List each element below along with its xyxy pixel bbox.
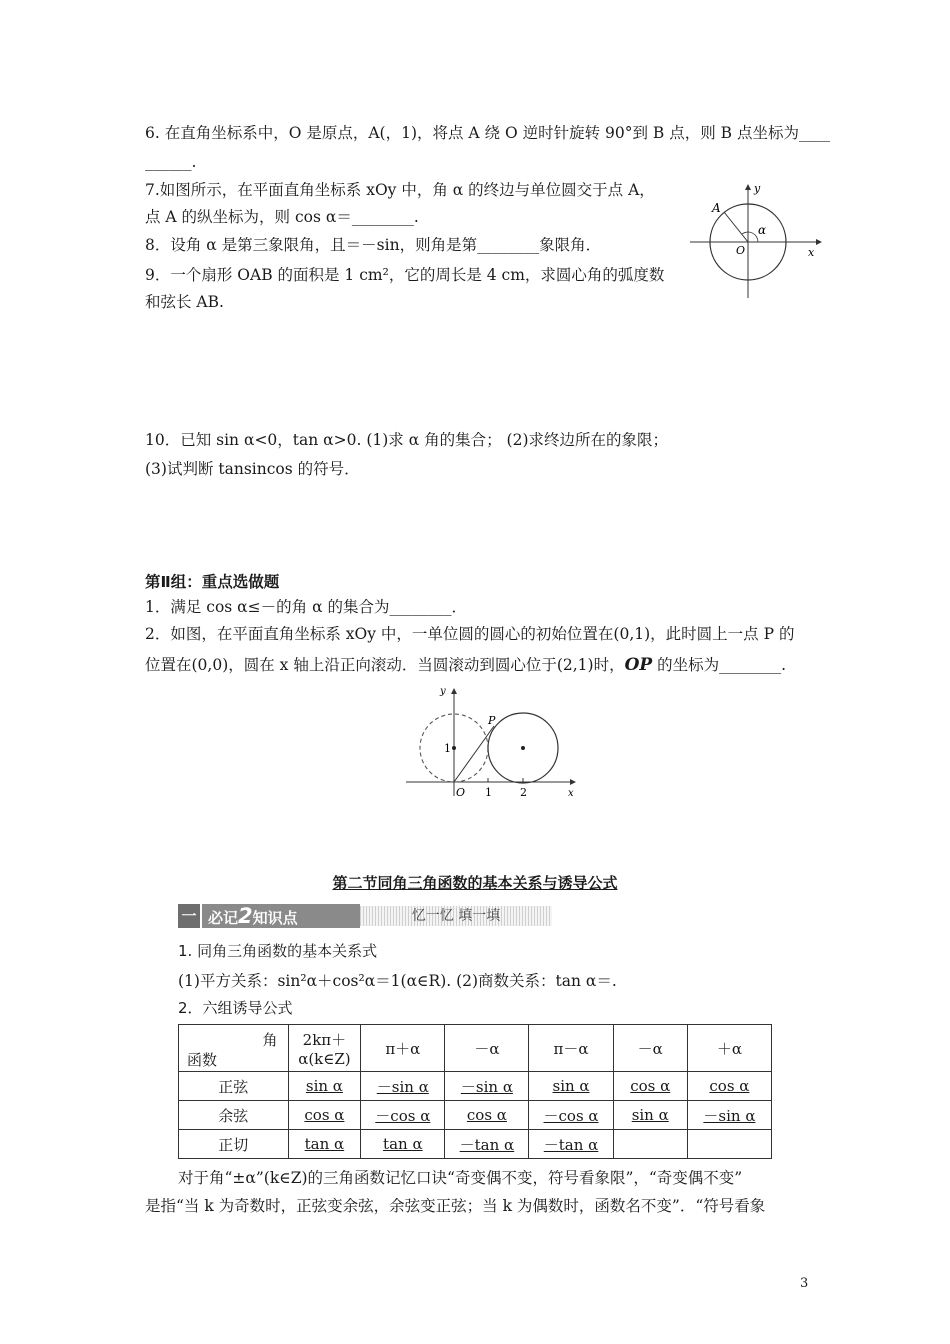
chapter-title-text: 第二节同角三角函数的基本关系与诱导公式 <box>332 874 618 892</box>
cell-text: －sin α <box>703 1106 756 1125</box>
table-cell <box>687 1072 771 1101</box>
section2-q2-line1: 2．如图，在平面直角坐标系 xOy 中，一单位圆的圆心的初始位置在(0,1)，此时圆上一点 P 的 <box>145 625 795 643</box>
induction-formula-table <box>178 1024 772 1159</box>
chapter-title <box>0 872 950 893</box>
q7-line1: 7.如图所示，在平面直角坐标系 xOy 中，角 α 的终边与单位圆交于点 A， <box>145 181 655 199</box>
cell-text: －tan α <box>459 1135 515 1154</box>
fig2-label-P: P <box>488 714 496 727</box>
fig1-label-alpha: α <box>758 223 767 237</box>
q8-text: 8．设角 α 是第三象限角，且＝－sin，则角是第________象限角． <box>145 236 602 254</box>
banner-pre: 必记 <box>208 909 239 927</box>
row-label: 余弦 <box>179 1101 289 1130</box>
table-header-cell: －α <box>613 1025 687 1072</box>
table-cell <box>687 1130 771 1159</box>
table-cell <box>361 1072 445 1101</box>
table-header-row <box>179 1025 772 1072</box>
section2-heading: 第Ⅱ组：重点选做题 <box>145 573 280 591</box>
fig1-y-arrow <box>745 184 751 190</box>
fig2-rolled-center <box>521 746 525 750</box>
q2-line2-end: 的坐标为________. <box>652 656 787 674</box>
fig1-terminal-side <box>724 212 748 242</box>
corner-angle: 角 <box>262 1031 278 1049</box>
mnemonic-line1: 对于角“±α”(k∈Z)的三角函数记忆口诀“奇变偶不变，符号看象限”，“奇变偶不变” <box>178 1169 743 1187</box>
cell-text: －sin α <box>460 1077 513 1096</box>
table-header-cell: 2kπ＋α(k∈Z) <box>288 1025 361 1072</box>
banner-post: 知识点 <box>252 909 298 927</box>
table-cell <box>529 1101 613 1130</box>
section2-q2-line2 <box>145 655 786 675</box>
table-cell <box>288 1101 361 1130</box>
table-cell <box>613 1072 687 1101</box>
table-row <box>179 1072 772 1101</box>
fig1-label-O: O <box>736 244 746 257</box>
table-cell <box>529 1130 613 1159</box>
fig2-label-O: O <box>456 786 466 799</box>
knowledge-h2: 2．六组诱导公式 <box>178 999 293 1017</box>
table-cell <box>613 1130 687 1159</box>
q9-line1: 9．一个扇形 OAB 的面积是 1 cm²，它的周长是 4 cm，求圆心角的弧度数 <box>145 266 665 284</box>
q10-line2: (3)试判断 tansincos 的符号． <box>145 460 360 478</box>
knowledge-formula: (1)平方关系：sin²α＋cos²α＝1(α∈R). (2)商数关系：tan α＝. <box>178 972 617 990</box>
table-row <box>179 1101 772 1130</box>
page-number: 3 <box>800 1276 809 1291</box>
table-cell <box>529 1072 613 1101</box>
vector-op: OP <box>624 655 653 675</box>
corner-function: 函数 <box>187 1051 218 1069</box>
fig1-label-A: A <box>712 201 721 215</box>
banner-box1: 一 <box>178 904 200 928</box>
table-cell <box>445 1101 529 1130</box>
cell-text: tan α <box>304 1135 345 1153</box>
fig2-label-2x: 2 <box>520 786 527 799</box>
cell-text: －cos α <box>375 1106 431 1125</box>
cell-text: cos α <box>630 1077 671 1095</box>
table-header-cell: π－α <box>529 1025 613 1072</box>
row-label: 正切 <box>179 1130 289 1159</box>
fig2-label-x: x <box>568 788 574 799</box>
table-cell <box>445 1072 529 1101</box>
cell-text: －tan α <box>543 1135 599 1154</box>
table-header-cell: ＋α <box>687 1025 771 1072</box>
row-label: 正弦 <box>179 1072 289 1101</box>
fig1-label-x: x <box>808 246 815 259</box>
banner-box3: 忆一忆 填一填 <box>360 906 552 926</box>
q6-line1: 6. 在直角坐标系中，O 是原点，A(，1)，将点 A 绕 O 逆时针旋转 90°到 B 点，则 B 点坐标为____ <box>145 124 830 142</box>
fig2-y-arrow <box>451 688 457 694</box>
cell-text: －cos α <box>543 1106 599 1125</box>
q7-line2: 点 A 的纵坐标为，则 cos α＝________. <box>145 208 419 226</box>
q10-line1: 10．已知 sin α<0，tan α>0. (1)求 α 角的集合； (2)求终边所在的象限； <box>145 431 668 449</box>
section2-q1: 1．满足 cos α≤－的角 α 的集合为________． <box>145 598 467 616</box>
fig2-label-1x: 1 <box>485 786 492 799</box>
fig2-initial-center <box>452 746 456 750</box>
unit-circle-figure <box>686 180 822 300</box>
q2-line2-text: 位置在(0,0)，圆在 x 轴上沿正向滚动．当圆滚动到圆心位于(2,1)时， <box>145 656 625 674</box>
table-row <box>179 1130 772 1159</box>
fig2-label-1y: 1 <box>444 742 451 755</box>
table-cell <box>361 1101 445 1130</box>
fig2-x-arrow <box>570 779 576 785</box>
knowledge-h1: 1. 同角三角函数的基本关系式 <box>178 942 378 960</box>
cell-text: cos α <box>304 1106 345 1124</box>
cell-text: sin α <box>552 1077 590 1095</box>
q9-line2: 和弦长 AB. <box>145 293 224 311</box>
fig1-x-arrow <box>816 239 822 245</box>
rolling-circle-figure <box>402 684 580 802</box>
cell-text: tan α <box>383 1135 423 1153</box>
table-header-cell: －α <box>445 1025 529 1072</box>
cell-text: －sin α <box>376 1077 429 1096</box>
cell-text: sin α <box>631 1106 669 1124</box>
banner-big-number: 2 <box>238 904 253 928</box>
q6-line2: ______. <box>145 153 197 171</box>
mnemonic-line2: 是指“当 k 为奇数时，正弦变余弦，余弦变正弦；当 k 为偶数时，函数名不变”．“符号看象 <box>145 1197 766 1215</box>
fig2-label-y: y <box>440 686 446 697</box>
table-corner-cell <box>179 1025 289 1072</box>
cell-text: cos α <box>466 1106 507 1124</box>
fig1-label-y: y <box>754 182 761 195</box>
banner-box2 <box>202 904 360 928</box>
table-cell <box>361 1130 445 1159</box>
table-cell <box>288 1072 361 1101</box>
table-cell <box>445 1130 529 1159</box>
table-cell <box>687 1101 771 1130</box>
knowledge-banner <box>178 904 554 928</box>
table-cell <box>288 1130 361 1159</box>
table-header-cell: π＋α <box>361 1025 445 1072</box>
cell-text: cos α <box>709 1077 750 1095</box>
table-cell <box>613 1101 687 1130</box>
cell-text: sin α <box>305 1077 343 1095</box>
